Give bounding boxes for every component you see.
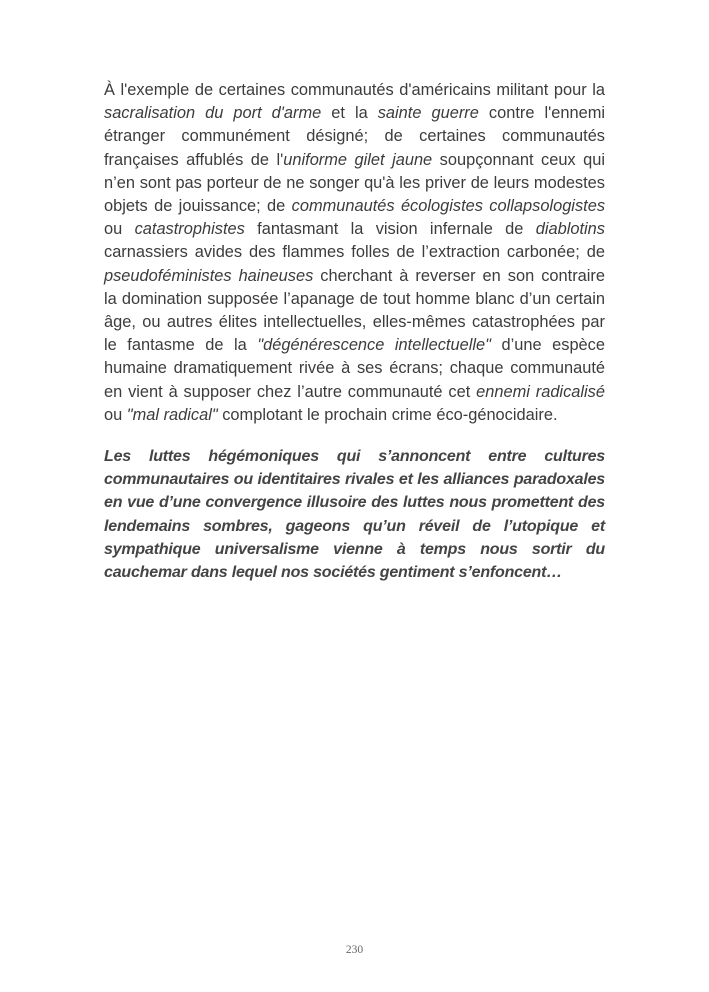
italic-run: pseudoféministes haineuses — [104, 266, 314, 285]
text-run: complotant le prochain crime éco-génocidaire. — [217, 405, 558, 424]
text-run: cherchant à reverser en son contraire la domination supposée l’apanage de tout homme blanc d’un certain âge, ou autres élites intellectuelles, elles-mêmes catastrophées par le fantasme de la — [104, 266, 605, 355]
italic-run: "dégénérescence intellectuelle" — [257, 336, 491, 355]
text-run: soupçonnant ceux qui n’en sont pas porteur de ne songer qu'à les priver de leurs modestes objets de jouissance; de — [104, 150, 605, 216]
italic-run: uniforme gilet jaune — [283, 150, 433, 169]
italic-run: sainte guerre — [377, 104, 479, 123]
text-run: contre l'ennemi étranger communément désigné; de certaines communautés françaises affublés de l' — [104, 104, 605, 169]
text-run: À l'exemple de certaines communautés d'américains militant pour la — [104, 81, 605, 99]
italic-run: sacralisation du port d'arme — [104, 104, 322, 123]
body-text — [104, 79, 605, 584]
text-run: ou — [104, 220, 135, 239]
italic-run: communautés écologistes collapsologistes — [291, 197, 606, 216]
page-number: 230 — [345, 944, 364, 956]
text-run: d’une espèce humaine dramatiquement rivée à ses écrans; chaque communauté en vient à supposer chez l’autre communauté cet — [104, 336, 605, 401]
italic-run: diablotins — [535, 220, 605, 239]
text-run: ou — [104, 405, 127, 424]
paragraph-1 — [104, 79, 605, 427]
text-run: fantasmant la vision infernale de — [244, 220, 536, 239]
text-run: carnassiers avides des flammes folles de l’extraction carbonée; de — [104, 243, 605, 262]
paragraph-2: Les luttes hégémoniques qui s’annoncent entre cultures communautaires ou identitaires rivales et les alliances paradoxales en vue d’une convergence illusoire des luttes nous promettent des lendemains sombres, gageons qu’un réveil de l’utopique et sympathique universalisme vienne à temps nous sortir du cauchemar dans lequel nos sociétés gentiment s’enfoncent… — [104, 448, 605, 582]
italic-run: "mal radical" — [126, 405, 218, 424]
italic-run: ennemi radicalisé — [476, 382, 605, 401]
italic-run: catastrophistes — [134, 220, 245, 239]
text-run: et la — [321, 104, 378, 123]
